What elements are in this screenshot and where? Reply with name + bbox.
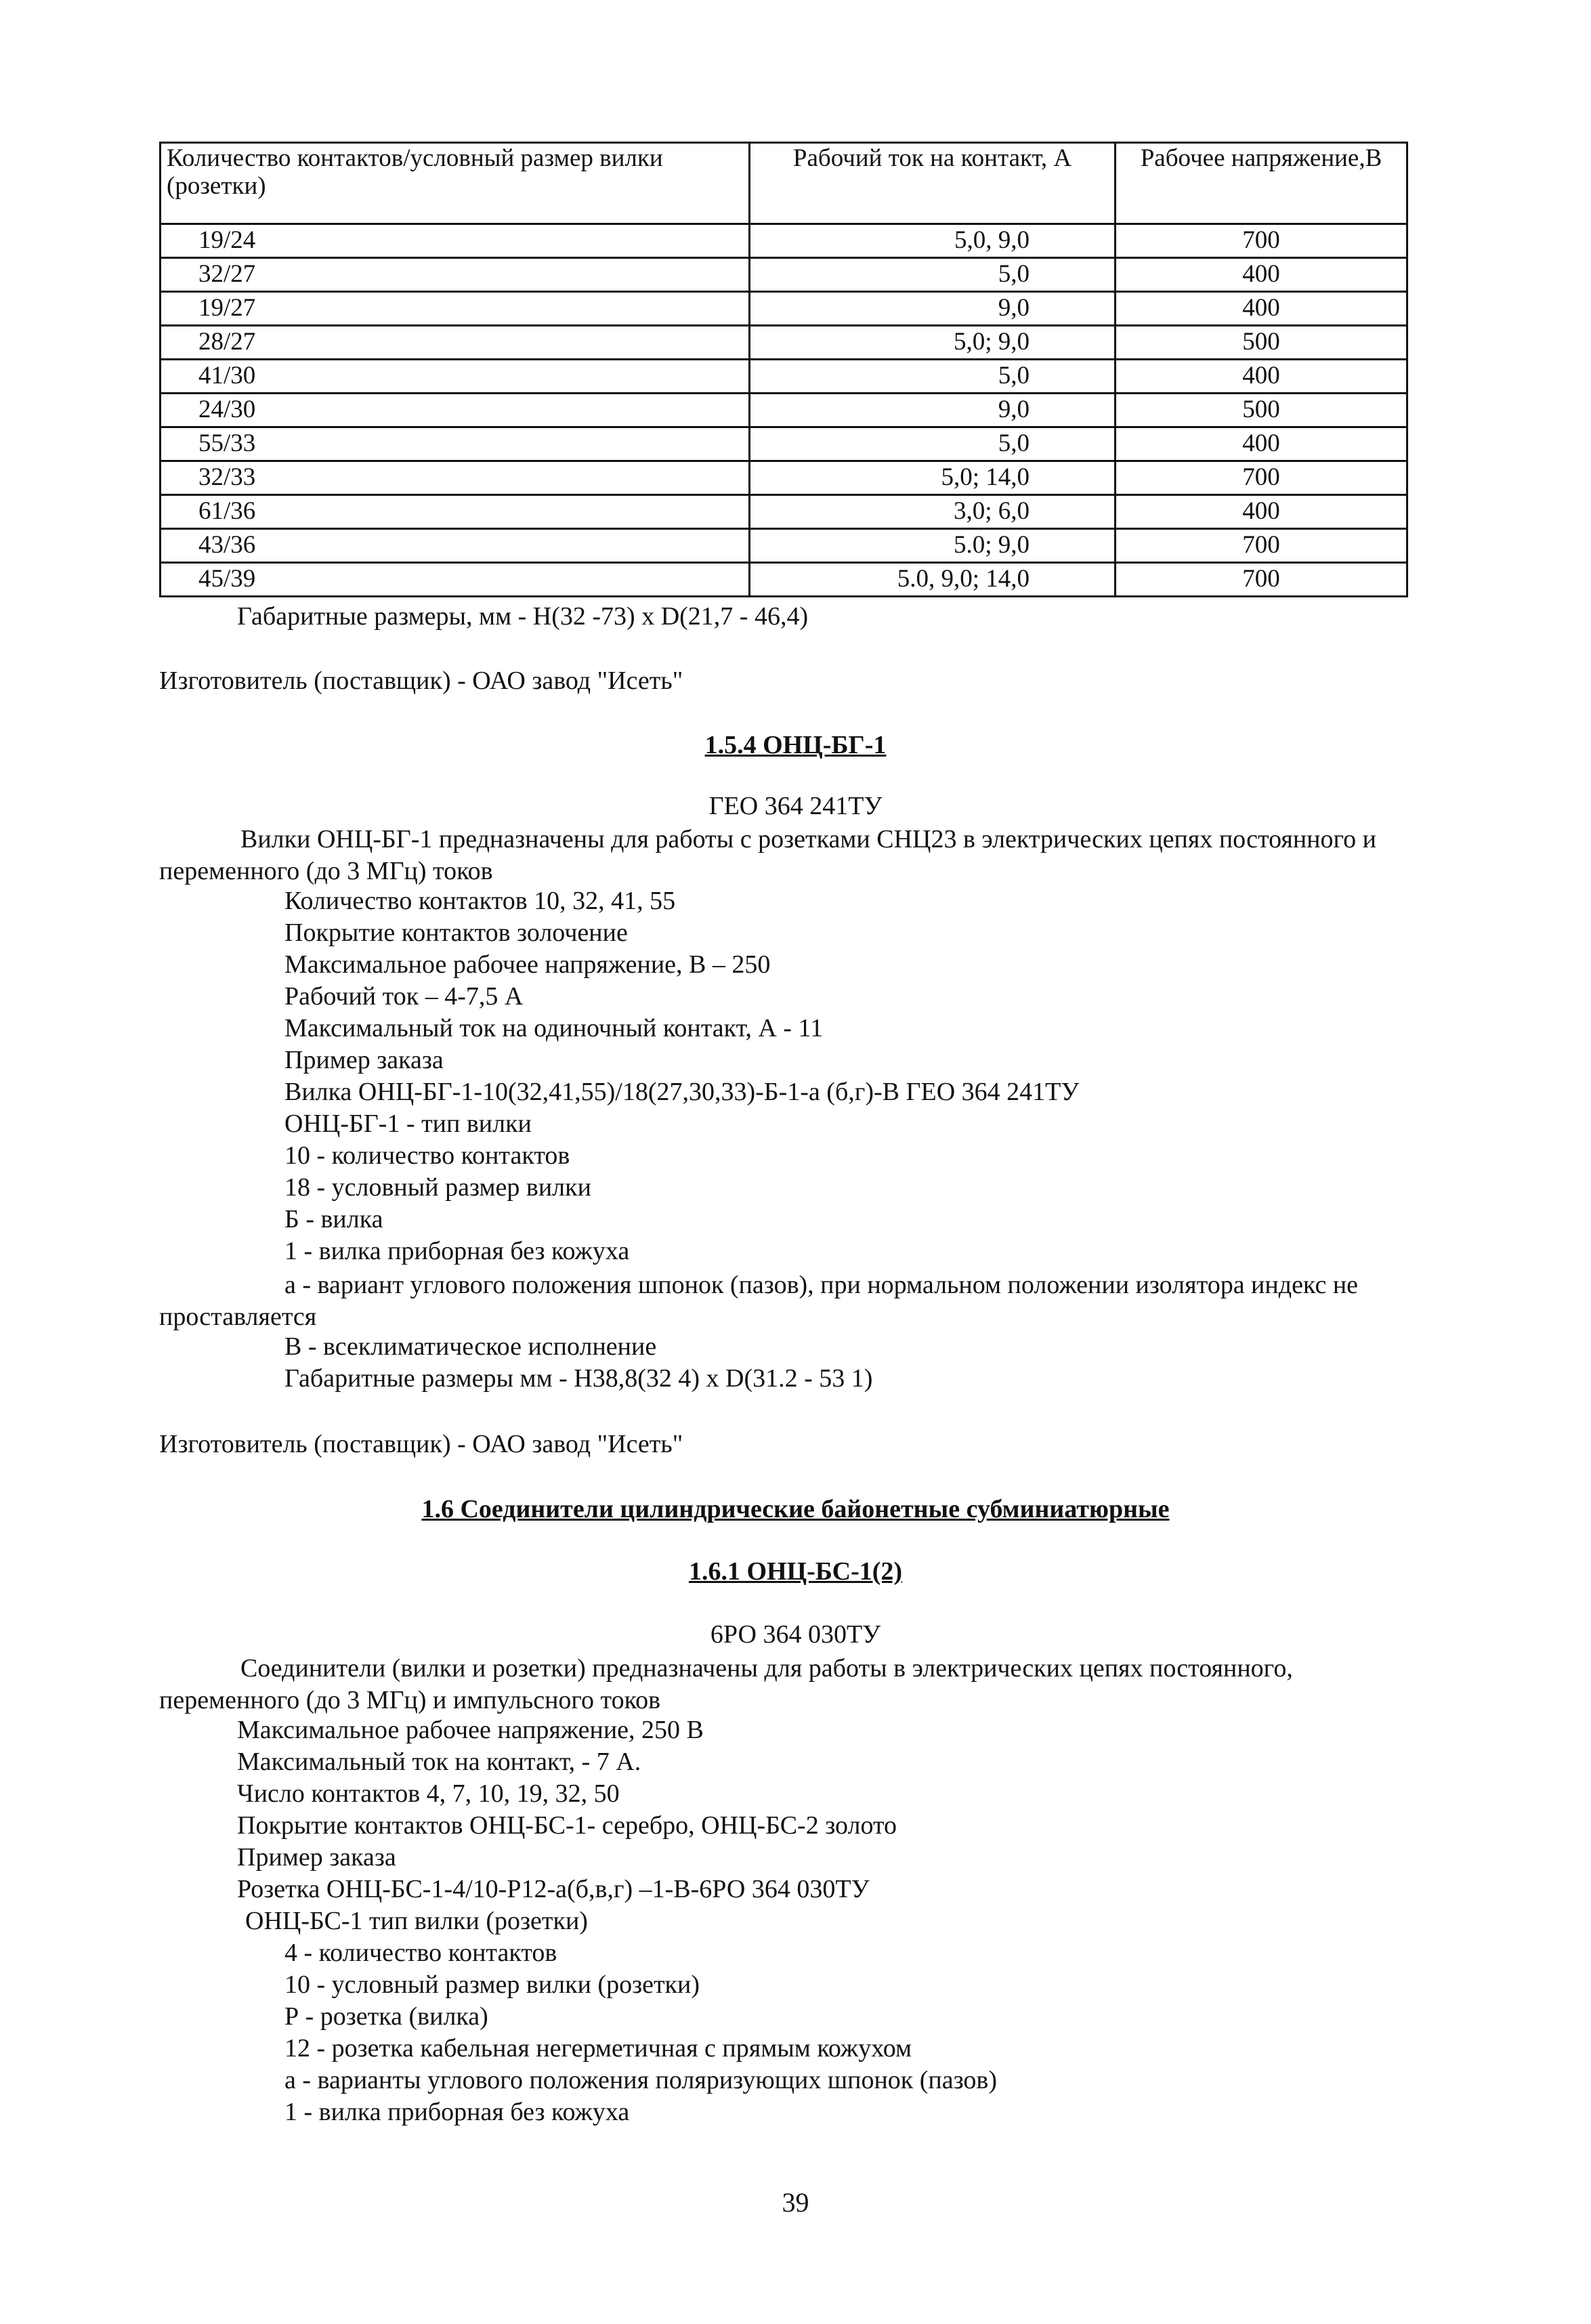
section-heading-1-6: 1.6 Соединители цилиндрические байонетные субминиатюрные: [421, 1495, 1170, 1523]
spec-line: 4 - количество контактов: [284, 1939, 557, 1967]
manufacturer-text: Изготовитель (поставщик) - ОАО завод "Исеть": [159, 1430, 683, 1458]
cell-current: 5,0: [750, 360, 1116, 394]
page-number: 39: [782, 2187, 809, 2218]
spec-line: Рабочий ток – 4-7,5 А: [284, 982, 524, 1011]
cell-current: 9,0: [750, 394, 1116, 427]
spec-line: Покрытие контактов ОНЦ-БС-1- серебро, ОНЦ-БС-2 золото: [237, 1811, 897, 1840]
description-1-6-1: Соединители (вилки и розетки) предназначены для работы в электрических цепях постоянного, переменного (до 3 МГц) и импульсного токов: [159, 1654, 1293, 1714]
section-heading-1-5-4: 1.5.4 ОНЦ-БГ-1: [704, 731, 887, 759]
cell-current: 3,0; 6,0: [750, 495, 1116, 529]
spec-line: В - всеклиматическое исполнение: [284, 1332, 657, 1361]
cell-current: 5,0: [750, 427, 1116, 461]
spec-line: Покрытие контактов золочение: [284, 918, 628, 947]
cell-size: 32/33: [161, 461, 750, 495]
cell-size: 41/30: [161, 360, 750, 394]
cell-current: 5,0, 9,0: [750, 224, 1116, 258]
header-contacts-size: Количество контактов/условный размер вилки (розетки): [161, 143, 750, 224]
spec-line: 18 - условный размер вилки: [284, 1173, 591, 1202]
manufacturer-text-prev: Изготовитель (поставщик) - ОАО завод "Исеть": [159, 667, 683, 695]
table-row: [161, 292, 1407, 326]
table-row: [161, 461, 1407, 495]
dimensions-text-prev: Габаритные размеры, мм - Н(32 -73) х D(21,7 - 46,4): [237, 602, 809, 631]
cell-voltage: 400: [1116, 495, 1407, 529]
cell-voltage: 500: [1116, 326, 1407, 360]
spec-line: 10 - условный размер вилки (розетки): [284, 1970, 700, 1999]
cell-voltage: 400: [1116, 360, 1407, 394]
cell-size: 24/30: [161, 394, 750, 427]
table-row: [161, 258, 1407, 292]
spec-line: Максимальное рабочее напряжение, В – 250: [284, 950, 771, 979]
spec-line: Габаритные размеры мм - Н38,8(32 4) х D(31.2 - 53 1): [284, 1364, 873, 1393]
order-example: Розетка ОНЦ-БС-1-4/10-Р12-а(б,в,г) –1-В-6РО 364 030ТУ: [237, 1875, 870, 1903]
cell-size: 45/39: [161, 563, 750, 597]
table-row: [161, 495, 1407, 529]
cell-size: 19/27: [161, 292, 750, 326]
cell-voltage: 700: [1116, 529, 1407, 563]
cell-current: 5.0; 9,0: [750, 529, 1116, 563]
spec-line: Максимальный ток на одиночный контакт, А - 11: [284, 1014, 824, 1042]
cell-voltage: 700: [1116, 563, 1407, 597]
cell-voltage: 700: [1116, 461, 1407, 495]
table-row: [161, 563, 1407, 597]
spec-line: Р - розетка (вилка): [284, 2002, 488, 2031]
spec-line: 1 - вилка приборная без кожуха: [284, 2098, 630, 2126]
spec-line: Максимальный ток на контакт, - 7 А.: [237, 1748, 641, 1776]
table-row: [161, 394, 1407, 427]
cell-voltage: 400: [1116, 427, 1407, 461]
cell-current: 5,0; 9,0: [750, 326, 1116, 360]
spec-line: 1 - вилка приборная без кожуха: [284, 1237, 630, 1265]
order-example: Вилка ОНЦ-БГ-1-10(32,41,55)/18(27,30,33)-Б-1-а (б,г)-В ГЕО 364 241ТУ: [284, 1078, 1080, 1106]
table-row: [161, 360, 1407, 394]
header-voltage: Рабочее напряжение,В: [1116, 143, 1407, 224]
section-heading-1-6-1: 1.6.1 ОНЦ-БС-1(2): [688, 1557, 903, 1586]
description-1-5-4: Вилки ОНЦ-БГ-1 предназначены для работы с розетками СНЦ23 в электрических цепях постоянного и переменного (до 3 МГц) токов: [159, 825, 1376, 885]
table-row: [161, 529, 1407, 563]
cell-voltage: 400: [1116, 258, 1407, 292]
spec-line: 10 - количество контактов: [284, 1141, 570, 1170]
cell-size: 28/27: [161, 326, 750, 360]
table-row: [161, 224, 1407, 258]
cell-current: 9,0: [750, 292, 1116, 326]
cell-voltage: 400: [1116, 292, 1407, 326]
cell-current: 5,0: [750, 258, 1116, 292]
cell-current: 5,0; 14,0: [750, 461, 1116, 495]
spec-line: Количество контактов 10, 32, 41, 55: [284, 887, 676, 915]
spec-code-1-6-1: 6РО 364 030ТУ: [710, 1620, 881, 1649]
spec-line: Б - вилка: [284, 1205, 383, 1233]
table-header-row: [161, 143, 1407, 224]
cell-voltage: 500: [1116, 394, 1407, 427]
spec-line: ОНЦ-БГ-1 - тип вилки: [284, 1110, 532, 1138]
spec-line: Пример заказа: [237, 1843, 396, 1872]
cell-size: 32/27: [161, 258, 750, 292]
cell-size: 61/36: [161, 495, 750, 529]
spec-line: Максимальное рабочее напряжение, 250 В: [237, 1716, 704, 1744]
table-row: [161, 326, 1407, 360]
spec-line: ОНЦ-БС-1 тип вилки (розетки): [245, 1907, 588, 1935]
spec-line: 12 - розетка кабельная негерметичная с прямым кожухом: [284, 2034, 912, 2063]
variant-note: а - вариант углового положения шпонок (пазов), при нормальном положении изолятора индекс не проставляется: [159, 1271, 1359, 1331]
cell-size: 19/24: [161, 224, 750, 258]
header-current: Рабочий ток на контакт, А: [750, 143, 1116, 224]
spec-line: а - варианты углового положения поляризующих шпонок (пазов): [284, 2066, 998, 2094]
table-row: [161, 427, 1407, 461]
cell-current: 5.0, 9,0; 14,0: [750, 563, 1116, 597]
cell-size: 43/36: [161, 529, 750, 563]
spec-line: Пример заказа: [284, 1046, 444, 1074]
spec-line: Число контактов 4, 7, 10, 19, 32, 50: [237, 1779, 620, 1808]
cell-voltage: 700: [1116, 224, 1407, 258]
spec-code-1-5-4: ГЕО 364 241ТУ: [708, 792, 883, 820]
specs-table: [159, 142, 1408, 597]
cell-size: 55/33: [161, 427, 750, 461]
